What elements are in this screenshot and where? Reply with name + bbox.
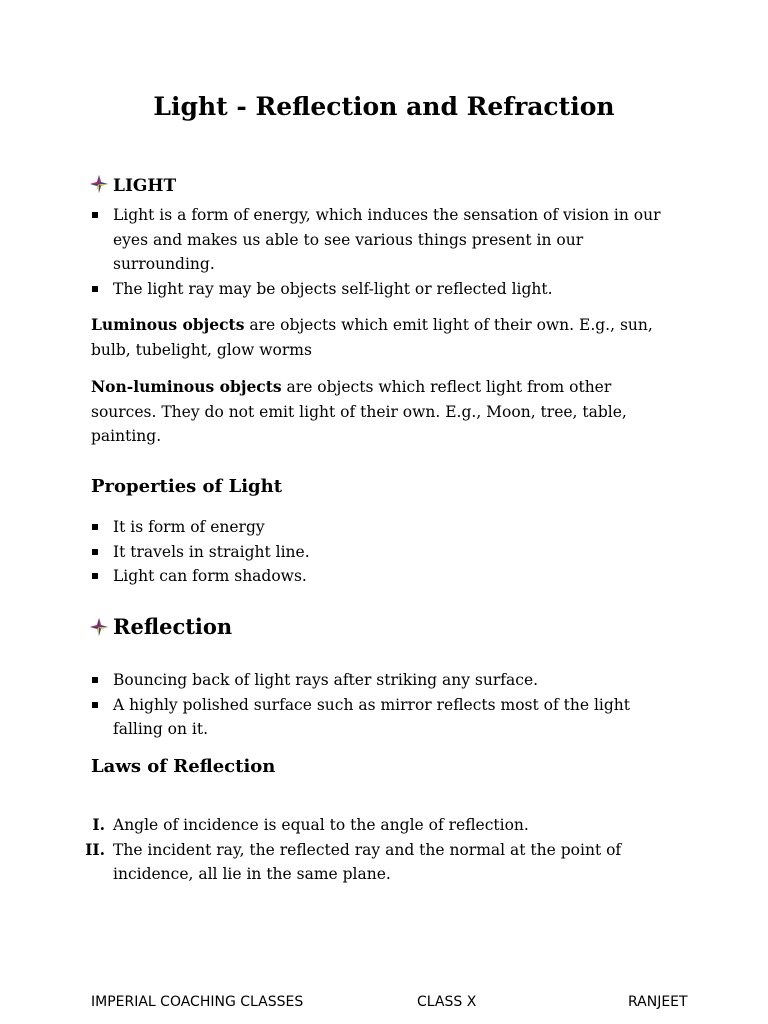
light-bullet-list (90, 203, 679, 301)
list-item: It is form of energy (90, 515, 679, 540)
bullet-square-icon (92, 524, 98, 530)
bullet-square-icon (92, 573, 98, 579)
list-item: It travels in straight line. (90, 540, 679, 565)
list-item: II. The incident ray, the reflected ray and the normal at the point of incidence, all lie in the same plane. (73, 838, 685, 887)
list-item: Bouncing back of light rays after striking any surface. (90, 668, 679, 693)
compass-star-icon (90, 175, 108, 193)
footer-center: CLASS X (417, 994, 477, 1010)
non-luminous-paragraph (91, 375, 681, 449)
bullet-square-icon (92, 549, 98, 555)
section-heading-label: Reflection (113, 614, 233, 639)
bullet-square-icon (92, 702, 98, 708)
non-luminous-term: Non-luminous objects (91, 377, 282, 396)
luminous-text: are objects which emit light of their own. E.g., sun, bulb, tubelight, glow worms (91, 316, 653, 359)
section-heading-light (90, 175, 176, 196)
list-item: The light ray may be objects self-light or reflected light. (90, 277, 679, 302)
properties-heading: Properties of Light (91, 476, 283, 497)
reflection-bullet-list (90, 668, 679, 742)
page-title: Light - Reflection and Refraction (153, 92, 615, 121)
section-heading-label: LIGHT (113, 176, 177, 196)
list-item: Light is a form of energy, which induces the sensation of vision in our eyes and makes us able to see various things present in our surrounding. (90, 203, 679, 277)
list-item: Light can form shadows. (90, 564, 679, 589)
non-luminous-text: are objects which reflect light from other sources. They do not emit light of their own. E.g., Moon, tree, table, painting. (91, 378, 627, 445)
section-heading-reflection (90, 614, 232, 639)
list-item: I. Angle of incidence is equal to the angle of reflection. (73, 813, 685, 838)
footer-left: IMPERIAL COACHING CLASSES (91, 994, 304, 1010)
luminous-paragraph (91, 313, 681, 362)
laws-heading: Laws of Reflection (91, 756, 276, 777)
bullet-square-icon (92, 212, 98, 218)
bullet-square-icon (92, 677, 98, 683)
footer-right: RANJEET (628, 994, 688, 1010)
list-number: I. (92, 815, 105, 834)
properties-bullet-list (90, 515, 679, 589)
list-number: II. (85, 839, 105, 859)
bullet-square-icon (92, 286, 98, 292)
luminous-term: Luminous objects (91, 315, 245, 334)
list-item: A highly polished surface such as mirror reflects most of the light falling on it. (90, 693, 679, 742)
laws-numbered-list (73, 813, 685, 887)
compass-star-icon (90, 616, 108, 634)
